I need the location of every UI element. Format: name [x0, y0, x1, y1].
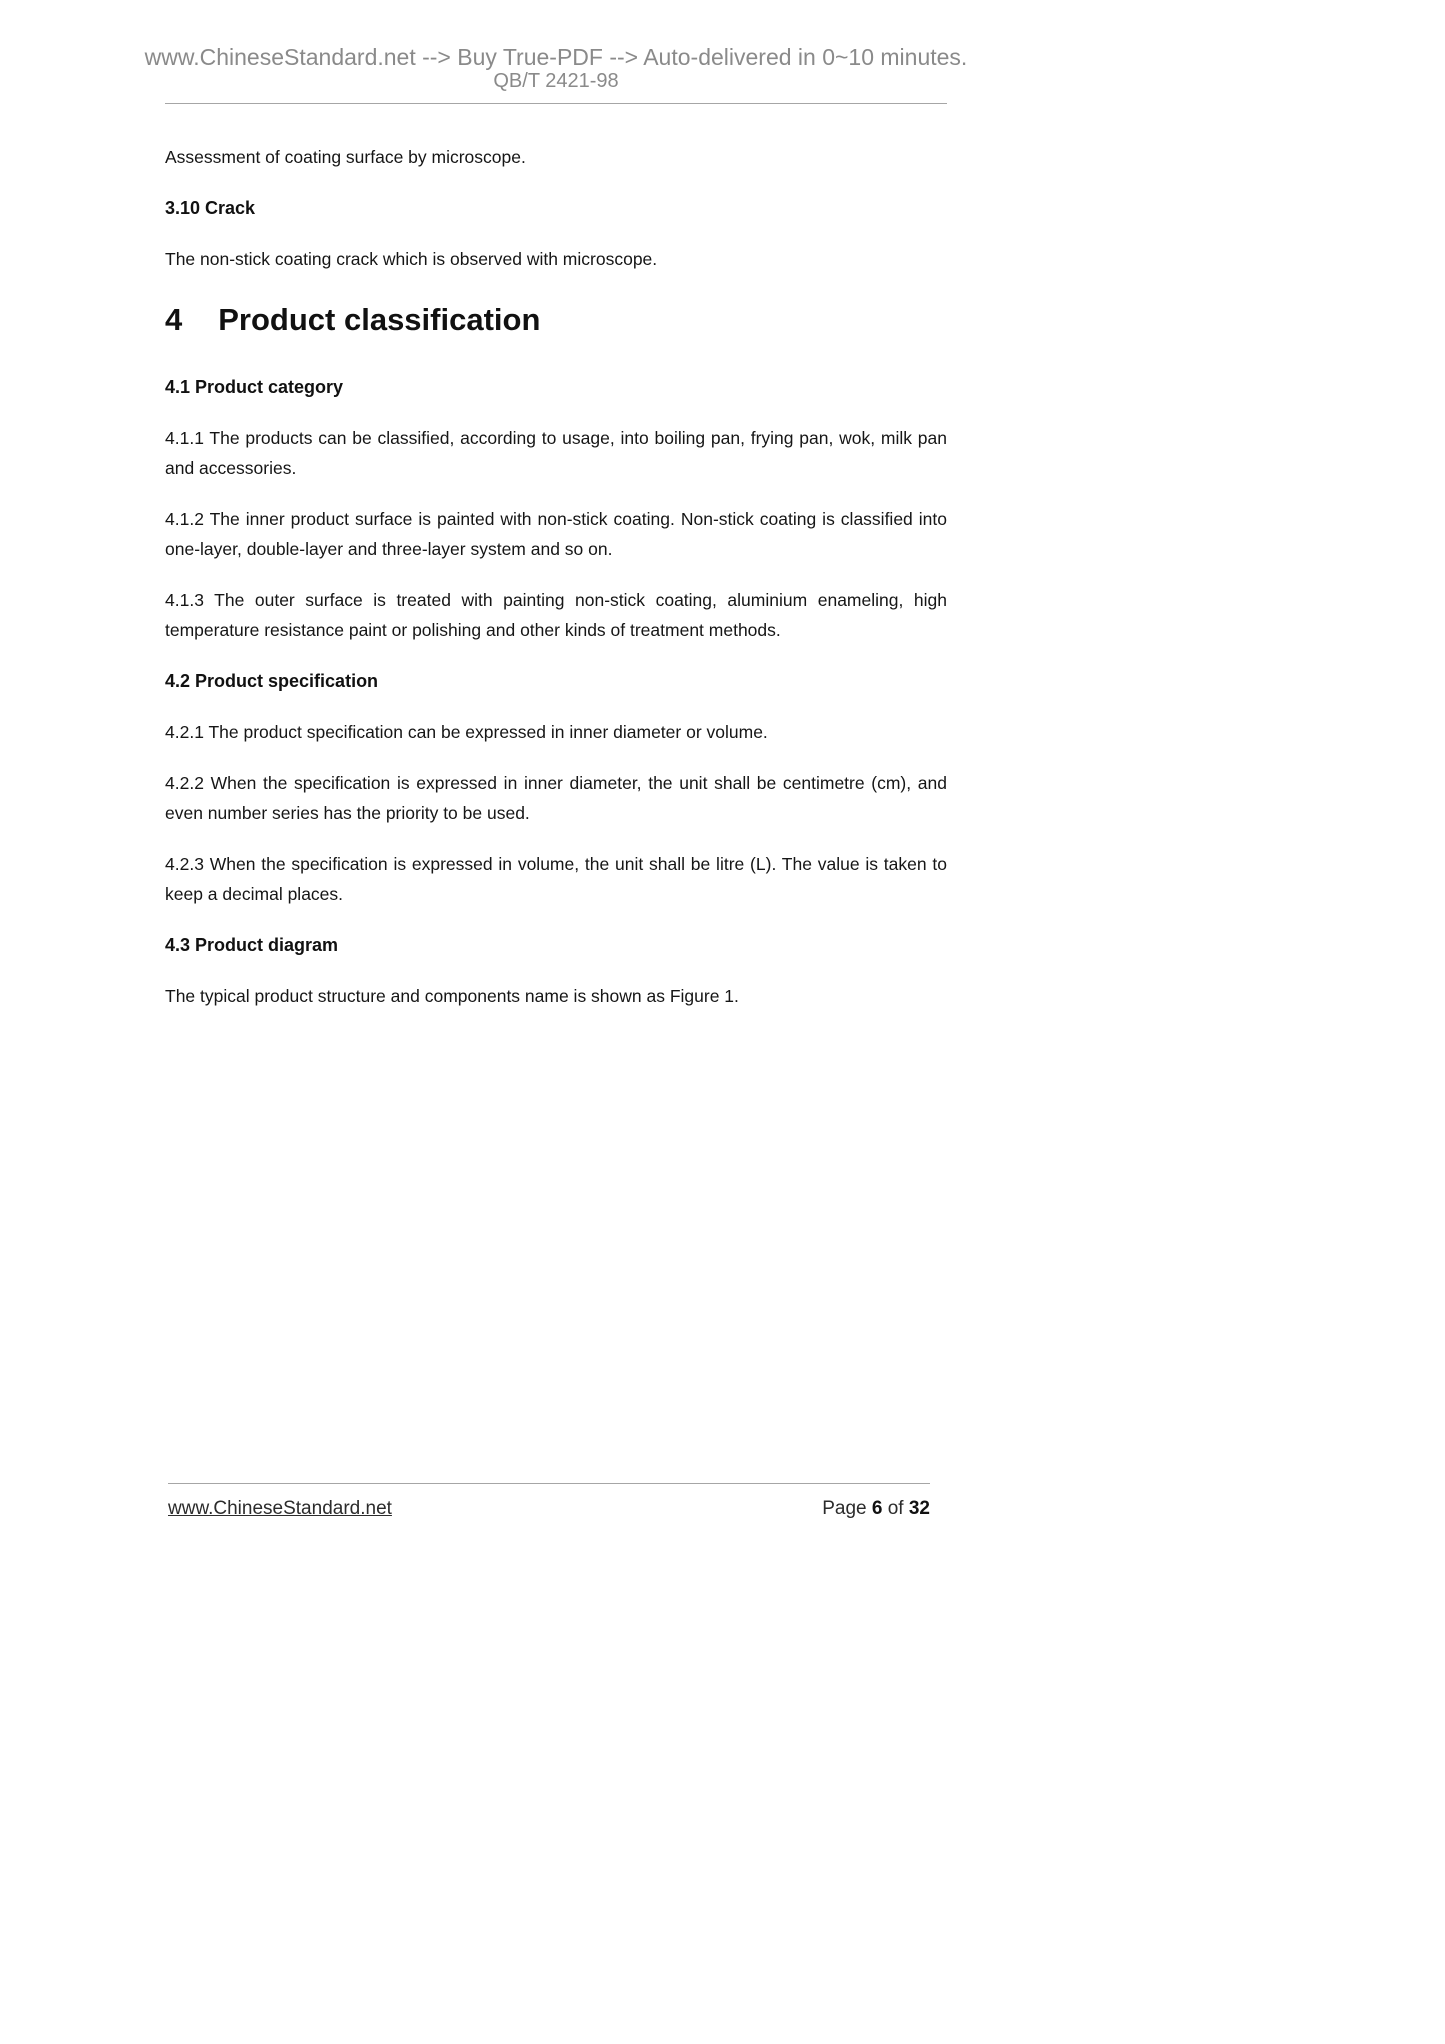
paragraph-4-2-2: 4.2.2 When the specification is expressed in inner diameter, the unit shall be centimetre (cm), and even number series has the priority to be used.: [165, 773, 947, 823]
total-pages: 32: [908, 1498, 930, 1519]
heading-4-2-product-specification: 4.2 Product specification: [165, 671, 379, 691]
of-label: of: [887, 1498, 904, 1519]
paragraph-4-1-3: 4.1.3 The outer surface is treated with painting non-stick coating, aluminium enameling, high temperature resistance paint or polishing and other kinds of treatment methods.: [165, 590, 947, 640]
paragraph-intro: Assessment of coating surface by microscope.: [165, 147, 526, 167]
header-tagline-row: [144, 44, 968, 70]
page-header: [144, 0, 968, 104]
paragraph-4-2-3: 4.2.3 When the specification is expressed in volume, the unit shall be litre (L). The value is taken to keep a decimal places.: [165, 854, 947, 904]
page-footer: [168, 1483, 930, 1520]
heading-3-10-crack: 3.10 Crack: [165, 198, 256, 218]
paragraph-4-3: The typical product structure and components name is shown as Figure 1.: [165, 986, 739, 1006]
paragraph-3-10: The non-stick coating crack which is observed with microscope.: [165, 249, 658, 269]
document-number: QB/T 2421-98: [493, 70, 619, 92]
section-title: Product classification: [218, 302, 541, 337]
footer-site-link[interactable]: www.ChineseStandard.net: [168, 1498, 392, 1519]
page-label: Page: [822, 1498, 867, 1519]
paragraph-4-1-2: 4.1.2 The inner product surface is painted with non-stick coating. Non-stick coating is classified into one-layer, double-layer and three-layer system and so on.: [165, 509, 947, 559]
paragraph-4-1-1: 4.1.1 The products can be classified, according to usage, into boiling pan, frying pan, wok, milk pan and accessories.: [165, 428, 947, 478]
page-content-column: [144, 0, 968, 1032]
heading-4-3-product-diagram: 4.3 Product diagram: [165, 935, 339, 955]
section-number: 4: [165, 302, 183, 337]
paragraph-4-2-1: 4.2.1 The product specification can be expressed in inner diameter or volume.: [165, 722, 768, 742]
document-body: [165, 104, 947, 1011]
footer-row: [168, 1498, 930, 1520]
page-number: 6: [871, 1498, 883, 1519]
page-indicator: [822, 1498, 930, 1520]
footer-divider: [168, 1483, 930, 1484]
heading-4-product-classification: [165, 300, 947, 340]
header-tagline: www.ChineseStandard.net --> Buy True-PDF --> Auto-delivered in 0~10 minutes.: [144, 44, 968, 70]
heading-4-1-product-category: 4.1 Product category: [165, 377, 344, 397]
